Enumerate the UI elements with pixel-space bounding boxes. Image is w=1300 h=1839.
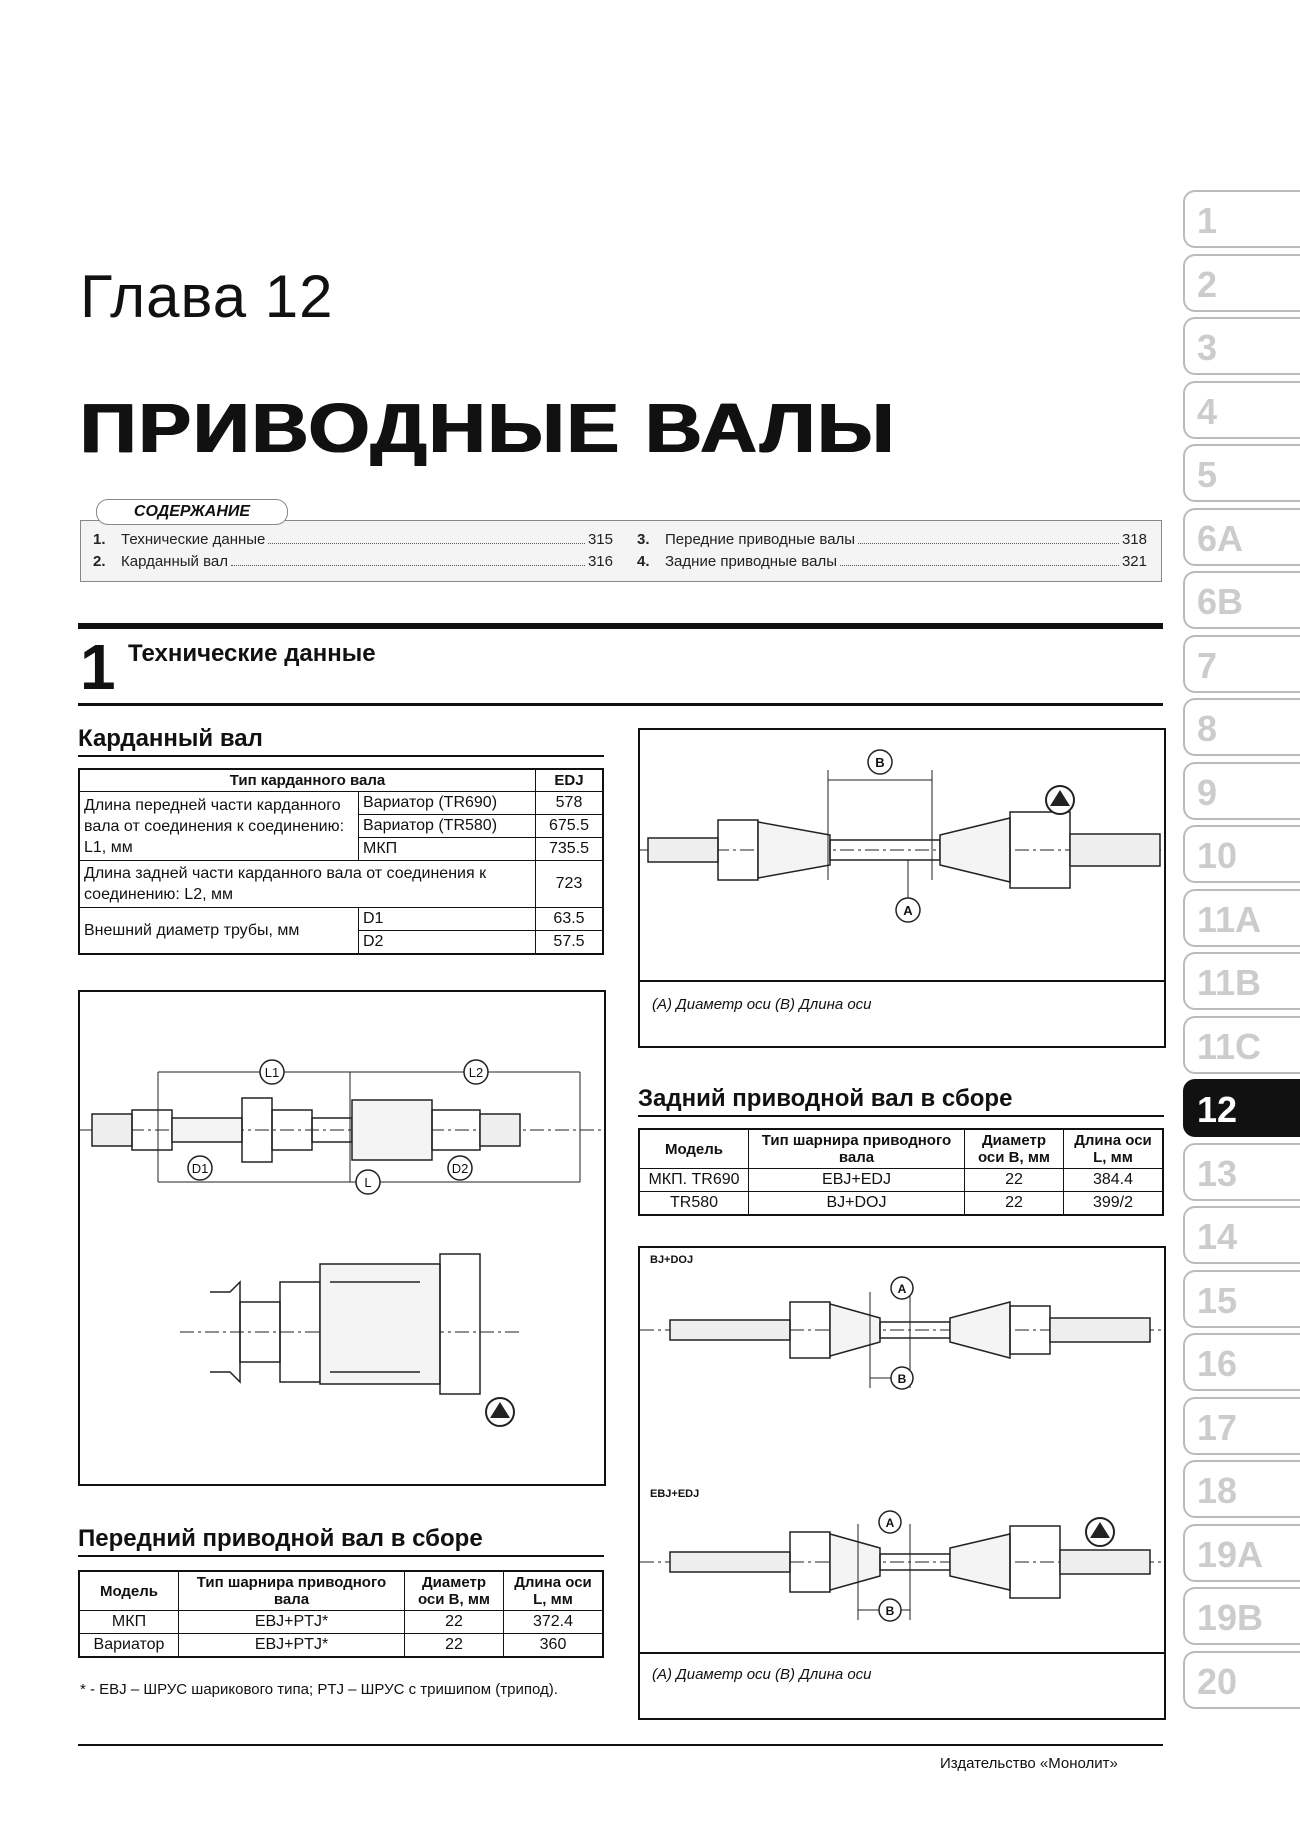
chapter-tab-13[interactable]: 13 <box>1183 1143 1300 1201</box>
cardan-heading: Карданный вал <box>78 725 263 752</box>
section-rule <box>78 623 1163 629</box>
front-heading-rule <box>78 1555 604 1557</box>
chapter-tab-11b[interactable]: 11B <box>1183 952 1300 1010</box>
chapter-tab-15[interactable]: 15 <box>1183 1270 1300 1328</box>
front-shaft-table: Модель Тип шарнира приводного вала Диаметр оси B, мм Длина оси L, мм МКП EBJ+PTJ* 22 372.4 Вариатор EBJ+PTJ* 22 360 <box>78 1570 604 1658</box>
chapter-tab-12[interactable]: 12 <box>1183 1079 1300 1137</box>
table-row: Вариатор EBJ+PTJ* 22 360 <box>79 1634 603 1658</box>
table-row: МКП. TR690 EBJ+EDJ 22 384.4 <box>639 1169 1163 1192</box>
page-title: ПРИВОДНЫЕ ВАЛЫ <box>80 389 897 467</box>
table-header: Тип карданного вала <box>79 769 536 792</box>
front-shaft-figure <box>638 728 1166 1048</box>
figure-divider <box>640 980 1164 982</box>
label-b: B <box>897 1372 907 1386</box>
rear-shaft-table: Модель Тип шарнира приводного вала Диаметр оси B, мм Длина оси L, мм МКП. TR690 EBJ+EDJ 22 384.4 TR580 BJ+DOJ 22 399/2 <box>638 1128 1164 1216</box>
label-a: A <box>885 1516 895 1530</box>
publisher-logo <box>1086 1518 1114 1546</box>
publisher-logo <box>486 1398 514 1426</box>
chapter-label: Глава 12 <box>80 263 334 330</box>
chapter-tab-14[interactable]: 14 <box>1183 1206 1300 1264</box>
chapter-tab-8[interactable]: 8 <box>1183 698 1300 756</box>
table-row: МКП 735.5 <box>79 838 603 861</box>
label-a: A <box>897 1282 907 1296</box>
label-l: L <box>364 1175 372 1190</box>
chapter-tab-18[interactable]: 18 <box>1183 1460 1300 1518</box>
chapter-tab-16[interactable]: 16 <box>1183 1333 1300 1391</box>
section-rule-bottom <box>78 703 1163 706</box>
table-row: TR580 BJ+DOJ 22 399/2 <box>639 1192 1163 1216</box>
front-shaft-drawing <box>640 730 1164 970</box>
chapter-tab-11a[interactable]: 11A <box>1183 889 1300 947</box>
chapter-tab-1[interactable]: 1 <box>1183 190 1300 248</box>
contents-box <box>80 520 1162 582</box>
rear-heading: Задний приводной вал в сборе <box>638 1085 1013 1112</box>
cardan-shaft-drawing <box>80 992 604 1484</box>
front-figure-caption: (A) Диаметр оси (B) Длина оси <box>652 996 872 1013</box>
chapter-tab-20[interactable]: 20 <box>1183 1651 1300 1709</box>
label-d2: D2 <box>451 1161 469 1176</box>
label-b: B <box>875 755 885 770</box>
cardan-heading-rule <box>78 755 604 757</box>
chapter-tab-17[interactable]: 17 <box>1183 1397 1300 1455</box>
toc-item[interactable]: 2. Карданный вал 316 <box>93 553 613 570</box>
table-row: Внешний диаметр трубы, мм D1 63.5 <box>79 908 603 931</box>
footer-rule <box>78 1744 1163 1746</box>
publisher-logo <box>1046 786 1074 814</box>
label-a: A <box>903 903 913 918</box>
contents-heading: СОДЕРЖАНИЕ <box>96 499 288 525</box>
chapter-tab-6a[interactable]: 6A <box>1183 508 1300 566</box>
table-row: D2 57.5 <box>79 931 603 955</box>
label-l1: L1 <box>264 1065 280 1080</box>
toc-item[interactable]: 4. Задние приводные валы 321 <box>637 553 1147 570</box>
chapter-tab-11c[interactable]: 11C <box>1183 1016 1300 1074</box>
figure-divider <box>640 1652 1164 1654</box>
chapter-tab-3[interactable]: 3 <box>1183 317 1300 375</box>
rear-figure-caption: (A) Диаметр оси (B) Длина оси <box>652 1666 872 1683</box>
table-header: EDJ <box>536 769 604 792</box>
chapter-tab-4[interactable]: 4 <box>1183 381 1300 439</box>
rear-heading-rule <box>638 1115 1164 1117</box>
front-heading: Передний приводной вал в сборе <box>78 1525 483 1552</box>
table-row: Вариатор (TR580) 675.5 <box>79 815 603 838</box>
chapter-tab-9[interactable]: 9 <box>1183 762 1300 820</box>
chapter-tab-2[interactable]: 2 <box>1183 254 1300 312</box>
footnote: * - EBJ – ШРУС шарикового типа; PTJ – ШРУС с тришипом (трипод). <box>80 1681 558 1698</box>
bj-doj-label: BJ+DOJ <box>650 1254 694 1266</box>
chapter-tab-6b[interactable]: 6B <box>1183 571 1300 629</box>
publisher-name: Издательство «Монолит» <box>940 1755 1118 1772</box>
ebj-edj-label: EBJ+EDJ <box>650 1488 700 1500</box>
chapter-tab-7[interactable]: 7 <box>1183 635 1300 693</box>
chapter-tab-19b[interactable]: 19B <box>1183 1587 1300 1645</box>
table-row: Длина задней части карданного вала от соединения к соединению: L2, мм 723 <box>79 861 603 908</box>
label-l2: L2 <box>468 1065 484 1080</box>
cardan-spec-table <box>78 768 604 955</box>
chapter-tab-10[interactable]: 10 <box>1183 825 1300 883</box>
section-title: Технические данные <box>128 640 376 667</box>
label-b: B <box>885 1604 895 1618</box>
toc-item[interactable]: 1. Технические данные 315 <box>93 531 613 548</box>
table-row: Длина передней части карданного вала от соединения к соединению: L1, мм Вариатор (TR690) 578 <box>79 792 603 815</box>
chapter-tab-19a[interactable]: 19A <box>1183 1524 1300 1582</box>
rear-shaft-figure <box>638 1246 1166 1720</box>
cardan-shaft-figure <box>78 990 606 1486</box>
toc-item[interactable]: 3. Передние приводные валы 318 <box>637 531 1147 548</box>
rear-shaft-drawing <box>640 1248 1164 1658</box>
label-d1: D1 <box>191 1161 209 1176</box>
section-number: 1 <box>80 631 116 703</box>
chapter-tab-5[interactable]: 5 <box>1183 444 1300 502</box>
table-row: МКП EBJ+PTJ* 22 372.4 <box>79 1611 603 1634</box>
